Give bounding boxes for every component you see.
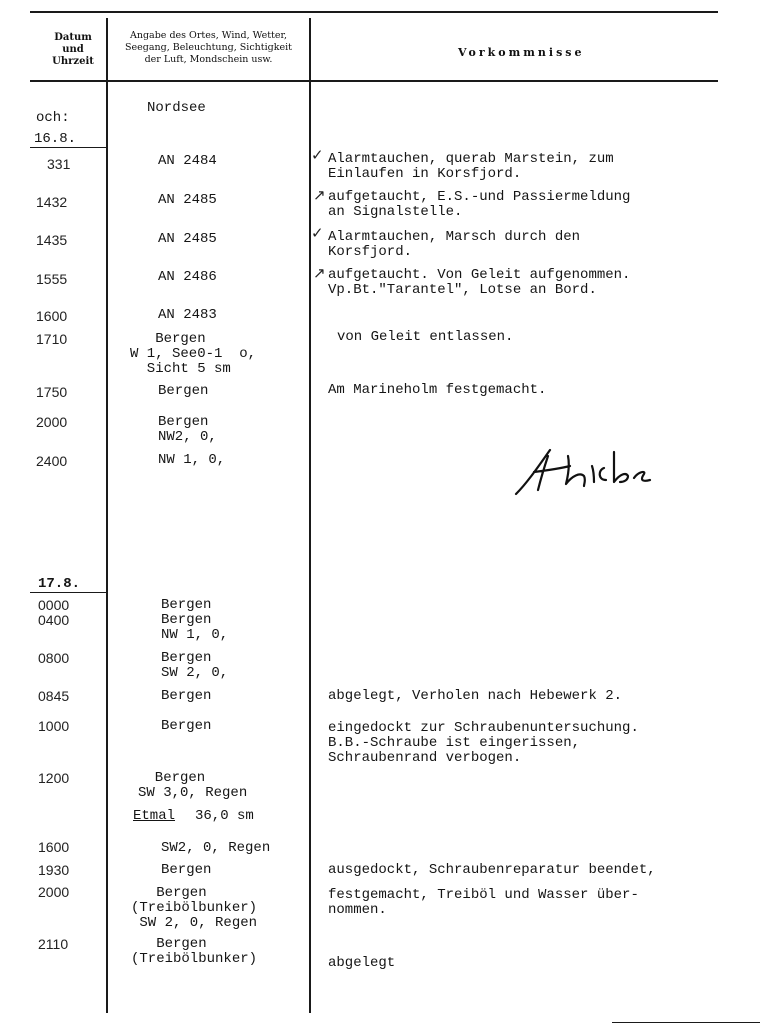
surface-arrow-icon: ↗ [313,186,326,204]
header-rule [30,80,718,82]
time: 1000 [38,718,70,734]
checkmark-icon: ✓ [311,146,324,164]
time: 2400 [36,453,68,469]
time: 0845 [38,688,70,704]
event: ausgedockt, Schraubenreparatur beendet, [328,862,656,878]
place: Bergen W 1, See0-1 o, Sicht 5 sm [130,331,257,377]
time: 2000 [38,884,70,900]
time: 1710 [36,331,68,347]
time: 2000 [36,414,68,430]
place: Bergen [158,383,209,399]
time: 1435 [36,232,68,248]
place: Bergen SW 2, 0, [161,650,229,681]
place: Bergen [161,718,212,734]
header-date-line-3: Uhrzeit [52,56,94,67]
place: Bergen SW 3,0, Regen [138,770,248,801]
time: 1600 [36,308,68,324]
event: aufgetaucht, E.S.-und Passiermeldung an Signalstelle. [328,189,631,220]
header-date-line-2: und [62,44,84,55]
date-underline-2 [30,592,106,593]
header-location-line-2: Seegang, Beleuchtung, Sichtigkeit [125,42,292,53]
column-divider-2 [309,18,311,1013]
event: Am Marineholm festgemacht. [328,382,547,398]
date-17-8: 17.8. [38,576,81,592]
time: 0000 [38,597,70,613]
time: 1555 [36,271,68,287]
time: 331 [47,156,71,172]
signature [510,442,660,502]
time: 1600 [38,839,70,855]
top-rule [30,11,718,13]
event: abgelegt [328,955,396,971]
place: Bergen NW2, 0, [158,414,217,445]
checkmark-icon: ✓ [311,224,324,242]
bottom-rule [612,1022,760,1023]
etmal-value: 36,0 sm [195,808,254,824]
place: Bergen (Treibölbunker) SW 2, 0, Regen [131,885,258,931]
place: Bergen [161,597,212,613]
etmal-label: Etmal [133,808,176,824]
header-events-column: Vorkommnisse [458,46,585,59]
place: AN 2485 [158,231,217,247]
event: Alarmtauchen, querab Marstein, zum Einlaufen in Korsfjord. [328,151,614,182]
place: AN 2485 [158,192,217,208]
column-divider-1 [106,18,108,1013]
time: 1432 [36,194,68,210]
event: Alarmtauchen, Marsch durch den Korsfjord. [328,229,581,260]
date-underline-1 [30,147,106,148]
place: AN 2483 [158,307,217,323]
header-date-line-1: Datum [54,32,92,43]
event: eingedockt zur Schraubenuntersuchung. B.B.-Schraube ist eingerissen, Schraubenrand verbogen. [328,720,639,766]
header-date-column [40,32,106,68]
event: festgemacht, Treiböl und Wasser über- nommen. [328,887,639,918]
place: AN 2486 [158,269,217,285]
place: AN 2484 [158,153,217,169]
section-label: Nordsee [147,100,206,116]
time: 1930 [38,862,70,878]
place: Bergen [161,862,212,878]
event: aufgetaucht. Von Geleit aufgenommen. Vp.Bt."Tarantel", Lotse an Bord. [328,267,631,298]
header-location-line-3: der Luft, Mondschein usw. [144,54,273,65]
surface-arrow-icon: ↗ [313,264,326,282]
time: 0400 [38,612,70,628]
place: Bergen (Treibölbunker) [131,936,258,967]
time: 2110 [38,936,69,952]
place: Bergen [161,688,212,704]
place: Bergen NW 1, 0, [161,612,229,643]
place: NW 1, 0, [158,452,226,468]
place: SW2, 0, Regen [161,840,271,856]
event: von Geleit entlassen. [337,329,514,345]
time: 1200 [38,770,70,786]
time: 1750 [36,384,68,400]
event: abgelegt, Verholen nach Hebewerk 2. [328,688,623,704]
header-location-column [108,30,309,66]
fragment-label: och: [36,110,70,126]
date-16-8: 16.8. [34,131,77,147]
header-location-line-1: Angabe des Ortes, Wind, Wetter, [130,30,287,41]
time: 0800 [38,650,70,666]
